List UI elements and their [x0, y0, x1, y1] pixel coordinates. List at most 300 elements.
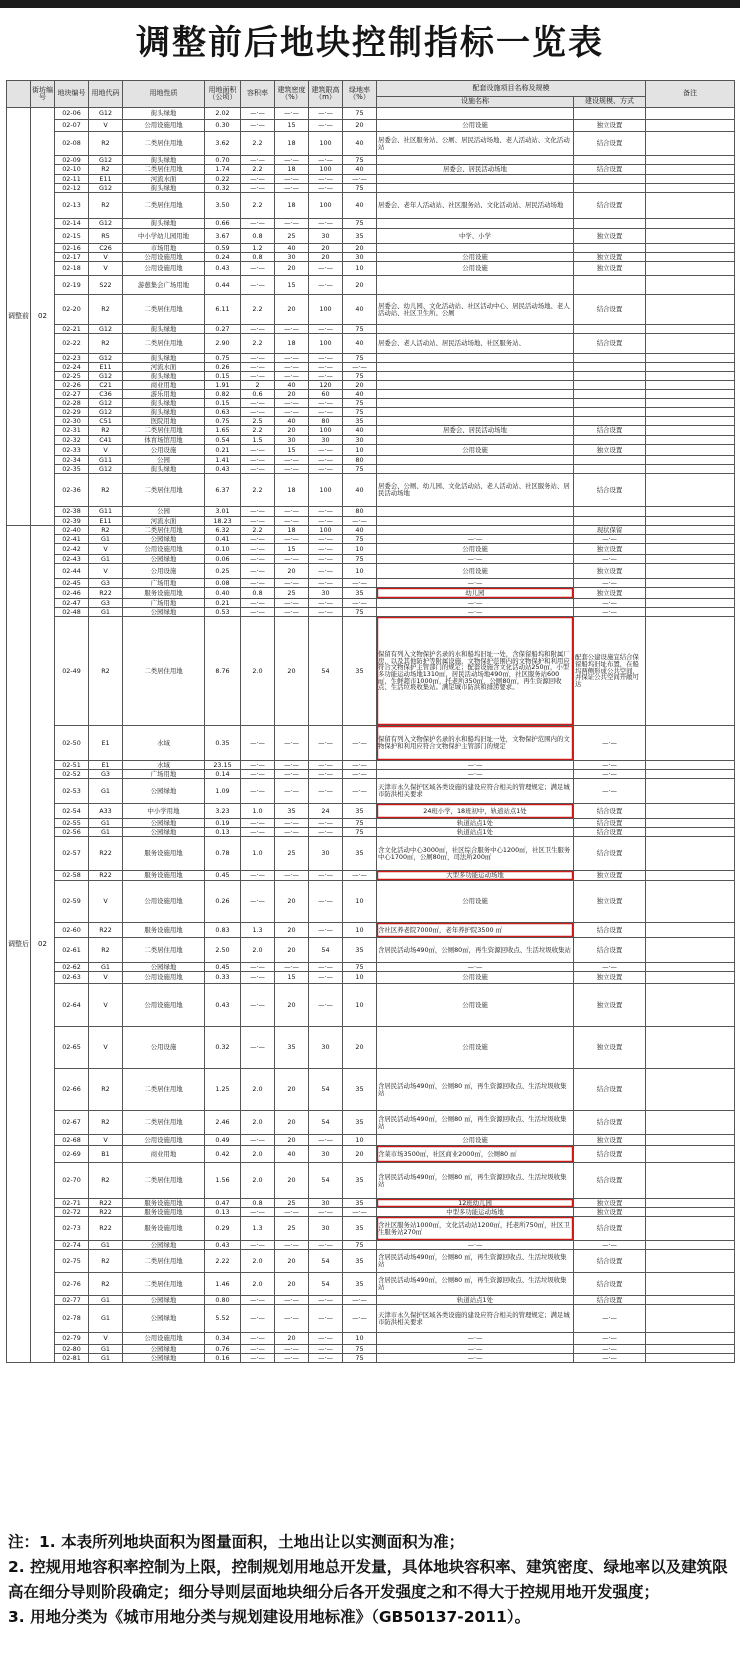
cell-height: —·—	[309, 1345, 343, 1354]
table-row	[7, 436, 735, 445]
cell-green: 35	[343, 938, 377, 963]
cell-lot: 02-30	[55, 417, 89, 426]
cell-facility: 公用设施	[377, 445, 574, 456]
header-facility-name: 设施名称	[377, 97, 574, 108]
table-row	[7, 363, 735, 372]
cell-facility	[377, 108, 574, 120]
cell-density: —·—	[275, 1305, 309, 1333]
cell-facility	[377, 175, 574, 184]
cell-far: —·—	[241, 535, 275, 544]
cell-density: —·—	[275, 1241, 309, 1250]
cell-green: 75	[343, 819, 377, 828]
cell-scale: —·—	[574, 1345, 646, 1354]
cell-code: C36	[89, 390, 123, 399]
cell-area: 1.56	[205, 1163, 241, 1199]
cell-green: 10	[343, 445, 377, 456]
cell-height: —·—	[309, 120, 343, 132]
cell-remark	[646, 334, 735, 354]
cell-green: 20	[343, 276, 377, 295]
cell-lot: 02-74	[55, 1241, 89, 1250]
cell-green: 35	[343, 229, 377, 244]
cell-green: 35	[343, 804, 377, 819]
cell-far: 1.3	[241, 1217, 275, 1241]
cell-scale: 结合设置	[574, 1273, 646, 1296]
cell-area: 0.15	[205, 399, 241, 408]
cell-scale	[574, 244, 646, 253]
cell-remark	[646, 1217, 735, 1241]
cell-density: 20	[275, 984, 309, 1027]
cell-scale: 独立设置	[574, 984, 646, 1027]
cell-facility: 公用设施	[377, 881, 574, 923]
cell-lot: 02-71	[55, 1199, 89, 1208]
cell-lot: 02-57	[55, 837, 89, 871]
cell-density: 15	[275, 972, 309, 984]
cell-remark	[646, 108, 735, 120]
group-phase: 调整前	[7, 108, 31, 526]
top-bar	[0, 0, 740, 8]
cell-density: 15	[275, 276, 309, 295]
cell-far: —·—	[241, 1208, 275, 1217]
cell-area: 0.75	[205, 354, 241, 363]
cell-remark	[646, 426, 735, 436]
cell-green: 35	[343, 1199, 377, 1208]
cell-use: 服务设施用地	[123, 588, 205, 599]
cell-height: —·—	[309, 1305, 343, 1333]
group-phase: 调整后	[7, 526, 31, 1363]
cell-facility	[377, 436, 574, 445]
cell-lot: 02-28	[55, 399, 89, 408]
cell-use: 公园绿地	[123, 1345, 205, 1354]
cell-lot: 02-54	[55, 804, 89, 819]
cell-far: —·—	[241, 1027, 275, 1069]
cell-height: —·—	[309, 761, 343, 770]
table-row	[7, 1250, 735, 1273]
cell-scale	[574, 175, 646, 184]
cell-height: —·—	[309, 408, 343, 417]
cell-use: 河流水面	[123, 175, 205, 184]
table-row	[7, 544, 735, 555]
cell-height: —·—	[309, 399, 343, 408]
cell-remark	[646, 1241, 735, 1250]
cell-density: —·—	[275, 1208, 309, 1217]
cell-green: —·—	[343, 175, 377, 184]
cell-remark	[646, 972, 735, 984]
cell-remark	[646, 1333, 735, 1345]
cell-facility	[377, 408, 574, 417]
cell-lot: 02-09	[55, 156, 89, 165]
cell-use: 河流水面	[123, 517, 205, 526]
cell-far: 2.0	[241, 1250, 275, 1273]
cell-use: 公园绿地	[123, 1241, 205, 1250]
header-remark: 备注	[646, 81, 735, 108]
cell-far: 2.2	[241, 165, 275, 175]
cell-green: 40	[343, 426, 377, 436]
cell-remark	[646, 295, 735, 325]
cell-remark	[646, 165, 735, 175]
cell-facility: 公用设施	[377, 262, 574, 276]
cell-remark	[646, 804, 735, 819]
cell-use: 公用设施用地	[123, 120, 205, 132]
cell-far: —·—	[241, 399, 275, 408]
cell-area: 0.41	[205, 535, 241, 544]
cell-green: 35	[343, 1273, 377, 1296]
cell-remark	[646, 837, 735, 871]
cell-scale	[574, 363, 646, 372]
cell-scale	[574, 184, 646, 193]
cell-far: 2.0	[241, 1111, 275, 1135]
cell-facility: 含社区养老院7000㎡，老年养护院3500 ㎡	[377, 923, 574, 938]
cell-remark	[646, 779, 735, 804]
table-row	[7, 579, 735, 588]
cell-use: 服务设施用地	[123, 1217, 205, 1241]
cell-scale: 结合设置	[574, 1296, 646, 1305]
cell-far: —·—	[241, 354, 275, 363]
cell-use: 公园绿地	[123, 779, 205, 804]
cell-density: 20	[275, 1069, 309, 1111]
cell-density: —·—	[275, 1345, 309, 1354]
cell-use: 公用设施用地	[123, 544, 205, 555]
cell-area: 0.43	[205, 1241, 241, 1250]
cell-area: 0.43	[205, 262, 241, 276]
cell-remark	[646, 871, 735, 881]
cell-scale: 独立设置	[574, 253, 646, 262]
cell-code: R2	[89, 1111, 123, 1135]
cell-use: 公园绿地	[123, 555, 205, 564]
cell-remark	[646, 617, 735, 726]
cell-code: G1	[89, 779, 123, 804]
cell-code: V	[89, 564, 123, 579]
cell-facility	[377, 456, 574, 465]
footnotes	[8, 1530, 732, 1630]
cell-code: V	[89, 984, 123, 1027]
cell-lot: 02-56	[55, 828, 89, 837]
cell-code: R2	[89, 938, 123, 963]
cell-green: 75	[343, 1241, 377, 1250]
table-row	[7, 465, 735, 474]
cell-use: 服务设施用地	[123, 1199, 205, 1208]
cell-use: 街头绿地	[123, 108, 205, 120]
cell-lot: 02-29	[55, 408, 89, 417]
cell-height: —·—	[309, 544, 343, 555]
cell-area: 2.50	[205, 938, 241, 963]
cell-remark	[646, 325, 735, 334]
cell-use: 街头绿地	[123, 219, 205, 229]
cell-area: 0.43	[205, 465, 241, 474]
cell-lot: 02-64	[55, 984, 89, 1027]
cell-far: 2.0	[241, 1163, 275, 1199]
cell-lot: 02-69	[55, 1146, 89, 1163]
cell-use: 二类居住用地	[123, 193, 205, 219]
cell-green: 40	[343, 165, 377, 175]
cell-green: 75	[343, 184, 377, 193]
cell-density: —·—	[275, 828, 309, 837]
header-lot: 地块编号	[55, 81, 89, 108]
cell-height: —·—	[309, 372, 343, 381]
cell-code: G12	[89, 408, 123, 417]
cell-far: 0.6	[241, 390, 275, 399]
cell-use: 二类居住用地	[123, 426, 205, 436]
cell-height: —·—	[309, 726, 343, 761]
cell-area: 0.32	[205, 1027, 241, 1069]
cell-remark	[646, 1305, 735, 1333]
cell-height: 100	[309, 334, 343, 354]
cell-scale: —·—	[574, 779, 646, 804]
cell-use: 市场用地	[123, 244, 205, 253]
cell-code: R22	[89, 871, 123, 881]
cell-area: 0.40	[205, 588, 241, 599]
cell-use: 公用设施用地	[123, 984, 205, 1027]
cell-area: 1.25	[205, 1069, 241, 1111]
cell-facility: 含居民活动场490㎡，公厕80 ㎡，再生资源回收点、生活垃圾收集站	[377, 1250, 574, 1273]
table-row	[7, 761, 735, 770]
cell-green: 40	[343, 390, 377, 399]
cell-lot: 02-24	[55, 363, 89, 372]
cell-code: G11	[89, 456, 123, 465]
table-row	[7, 474, 735, 507]
cell-facility	[377, 244, 574, 253]
cell-far: —·—	[241, 1305, 275, 1333]
cell-remark	[646, 881, 735, 923]
cell-scale: —·—	[574, 555, 646, 564]
cell-lot: 02-44	[55, 564, 89, 579]
cell-far: —·—	[241, 555, 275, 564]
header-phase	[7, 81, 31, 108]
cell-remark	[646, 770, 735, 779]
cell-density: 20	[275, 923, 309, 938]
cell-lot: 02-19	[55, 276, 89, 295]
cell-area: 2.46	[205, 1111, 241, 1135]
cell-density: 20	[275, 1250, 309, 1273]
cell-density: 35	[275, 804, 309, 819]
cell-lot: 02-59	[55, 881, 89, 923]
cell-remark	[646, 1069, 735, 1111]
cell-code: E11	[89, 517, 123, 526]
header-height: 建筑限高（m）	[309, 81, 343, 108]
cell-green: —·—	[343, 726, 377, 761]
cell-scale	[574, 372, 646, 381]
cell-height: 30	[309, 1217, 343, 1241]
cell-use: 二类居住用地	[123, 1163, 205, 1199]
cell-density: 40	[275, 1146, 309, 1163]
cell-height: 20	[309, 253, 343, 262]
cell-remark	[646, 132, 735, 156]
cell-lot: 02-63	[55, 972, 89, 984]
table-row	[7, 828, 735, 837]
table-row	[7, 276, 735, 295]
cell-height: 30	[309, 1199, 343, 1208]
cell-lot: 02-79	[55, 1333, 89, 1345]
cell-height: —·—	[309, 517, 343, 526]
cell-area: 0.10	[205, 544, 241, 555]
cell-facility: 保留有列入文物保护名录的水和船坞旧址一处，文物保护范围内的文物保护和利用应符合文物保护主管部门的规定	[377, 726, 574, 761]
table-row	[7, 244, 735, 253]
cell-far: —·—	[241, 184, 275, 193]
cell-use: 二类居住用地	[123, 526, 205, 535]
cell-green: 75	[343, 219, 377, 229]
cell-green: 20	[343, 1027, 377, 1069]
cell-facility: 含居民活动场490㎡，公厕80 ㎡，再生资源回收点、生活垃圾收集站	[377, 1273, 574, 1296]
cell-lot: 02-14	[55, 219, 89, 229]
cell-scale: 独立设置	[574, 1208, 646, 1217]
cell-scale: 结合设置	[574, 1111, 646, 1135]
cell-height: 30	[309, 229, 343, 244]
cell-density: —·—	[275, 608, 309, 617]
cell-facility: 公用设施	[377, 564, 574, 579]
cell-green: 20	[343, 1146, 377, 1163]
cell-far: —·—	[241, 819, 275, 828]
cell-facility: —·—	[377, 608, 574, 617]
cell-facility: 居委会、幼儿园、文化活动站、社区活动中心、居民活动场地、老人活动站、社区卫生所、公厕	[377, 295, 574, 325]
cell-green: 35	[343, 1111, 377, 1135]
cell-facility: 轨道站点1处	[377, 1296, 574, 1305]
cell-scale: 结合设置	[574, 1146, 646, 1163]
cell-use: 二类居住用地	[123, 165, 205, 175]
cell-height: 80	[309, 417, 343, 426]
cell-facility	[377, 372, 574, 381]
cell-green: —·—	[343, 871, 377, 881]
cell-scale: —·—	[574, 535, 646, 544]
cell-use: 公用设施用地	[123, 881, 205, 923]
cell-code: B1	[89, 1146, 123, 1163]
cell-use: 公园	[123, 507, 205, 517]
cell-code: G1	[89, 1354, 123, 1363]
cell-facility: 含菜市场3500㎡，社区商业2000㎡，公厕80 ㎡	[377, 1146, 574, 1163]
cell-facility	[377, 325, 574, 334]
cell-lot: 02-81	[55, 1354, 89, 1363]
cell-height: —·—	[309, 465, 343, 474]
cell-lot: 02-39	[55, 517, 89, 526]
cell-green: —·—	[343, 517, 377, 526]
cell-scale: —·—	[574, 579, 646, 588]
cell-area: 0.16	[205, 1354, 241, 1363]
cell-code: V	[89, 1027, 123, 1069]
cell-code: R2	[89, 1069, 123, 1111]
cell-scale: —·—	[574, 770, 646, 779]
cell-far: 0.8	[241, 253, 275, 262]
cell-remark	[646, 436, 735, 445]
cell-facility	[377, 465, 574, 474]
cell-far: —·—	[241, 262, 275, 276]
cell-height: 20	[309, 244, 343, 253]
cell-far: —·—	[241, 372, 275, 381]
cell-use: 广场用地	[123, 579, 205, 588]
cell-green: 75	[343, 535, 377, 544]
table-row	[7, 456, 735, 465]
cell-far: —·—	[241, 108, 275, 120]
cell-lot: 02-16	[55, 244, 89, 253]
cell-scale: 独立设置	[574, 1027, 646, 1069]
header-far: 容积率	[241, 81, 275, 108]
cell-remark	[646, 456, 735, 465]
cell-area: 1.91	[205, 381, 241, 390]
cell-lot: 02-12	[55, 184, 89, 193]
cell-code: R2	[89, 295, 123, 325]
cell-green: 20	[343, 120, 377, 132]
table-row	[7, 108, 735, 120]
cell-remark	[646, 828, 735, 837]
cell-green: 75	[343, 108, 377, 120]
cell-lot: 02-32	[55, 436, 89, 445]
footnote-3: 3. 用地分类为《城市用地分类与规划建设用地标准》（GB50137-2011）。	[8, 1608, 531, 1626]
cell-green: 10	[343, 972, 377, 984]
cell-use: 二类居住用地	[123, 938, 205, 963]
cell-density: 40	[275, 244, 309, 253]
cell-area: 0.45	[205, 963, 241, 972]
cell-area: 0.29	[205, 1217, 241, 1241]
cell-far: —·—	[241, 579, 275, 588]
cell-code: G3	[89, 599, 123, 608]
cell-area: 0.21	[205, 599, 241, 608]
table-row	[7, 334, 735, 354]
cell-remark	[646, 1354, 735, 1363]
cell-green: 10	[343, 544, 377, 555]
cell-scale	[574, 417, 646, 426]
cell-code: R2	[89, 426, 123, 436]
cell-code: V	[89, 1135, 123, 1146]
cell-height: —·—	[309, 325, 343, 334]
cell-remark	[646, 1273, 735, 1296]
cell-lot: 02-26	[55, 381, 89, 390]
cell-use: 公园绿地	[123, 1305, 205, 1333]
cell-area: 0.27	[205, 325, 241, 334]
cell-height: —·—	[309, 871, 343, 881]
cell-use: 公园绿地	[123, 963, 205, 972]
cell-area: 23.15	[205, 761, 241, 770]
cell-lot: 02-70	[55, 1163, 89, 1199]
cell-code: R2	[89, 1250, 123, 1273]
cell-far: —·—	[241, 1354, 275, 1363]
cell-area: 0.06	[205, 555, 241, 564]
cell-use: 服务设施用地	[123, 923, 205, 938]
table-row	[7, 165, 735, 175]
cell-green: —·—	[343, 363, 377, 372]
cell-use: 街头绿地	[123, 408, 205, 417]
cell-code: E1	[89, 726, 123, 761]
footnote-2: 2. 控规用地容积率控制为上限，控制规划用地总开发量，具体地块容积率、建筑密度、绿地率以及建筑限高在细分导则阶段确定；细分导则层面地块细分后各开发强度之和不得大于控规用地开发强度；	[8, 1558, 728, 1601]
cell-scale: 结合设置	[574, 474, 646, 507]
cell-code: G12	[89, 325, 123, 334]
cell-use: 公用设施	[123, 445, 205, 456]
cell-code: C41	[89, 436, 123, 445]
cell-height: —·—	[309, 579, 343, 588]
cell-area: 3.23	[205, 804, 241, 819]
cell-density: 25	[275, 229, 309, 244]
cell-lot: 02-13	[55, 193, 89, 219]
cell-green: 75	[343, 325, 377, 334]
cell-density: 20	[275, 1163, 309, 1199]
cell-use: 服务设施用地	[123, 1208, 205, 1217]
cell-facility: 天津市永久保护区域各类设施的建设应符合相关的管理规定；满足城市防洪相关要求	[377, 779, 574, 804]
cell-green: 35	[343, 1250, 377, 1273]
cell-height: —·—	[309, 881, 343, 923]
cell-code: G1	[89, 535, 123, 544]
cell-code: R2	[89, 474, 123, 507]
cell-far: 1.2	[241, 244, 275, 253]
cell-density: 25	[275, 588, 309, 599]
cell-green: 75	[343, 372, 377, 381]
cell-height: —·—	[309, 363, 343, 372]
cell-code: R22	[89, 1199, 123, 1208]
table-row	[7, 881, 735, 923]
cell-green: —·—	[343, 1208, 377, 1217]
cell-density: 18	[275, 474, 309, 507]
cell-far: —·—	[241, 456, 275, 465]
table-row	[7, 156, 735, 165]
cell-scale	[574, 517, 646, 526]
cell-lot: 02-48	[55, 608, 89, 617]
cell-code: C26	[89, 244, 123, 253]
cell-lot: 02-11	[55, 175, 89, 184]
